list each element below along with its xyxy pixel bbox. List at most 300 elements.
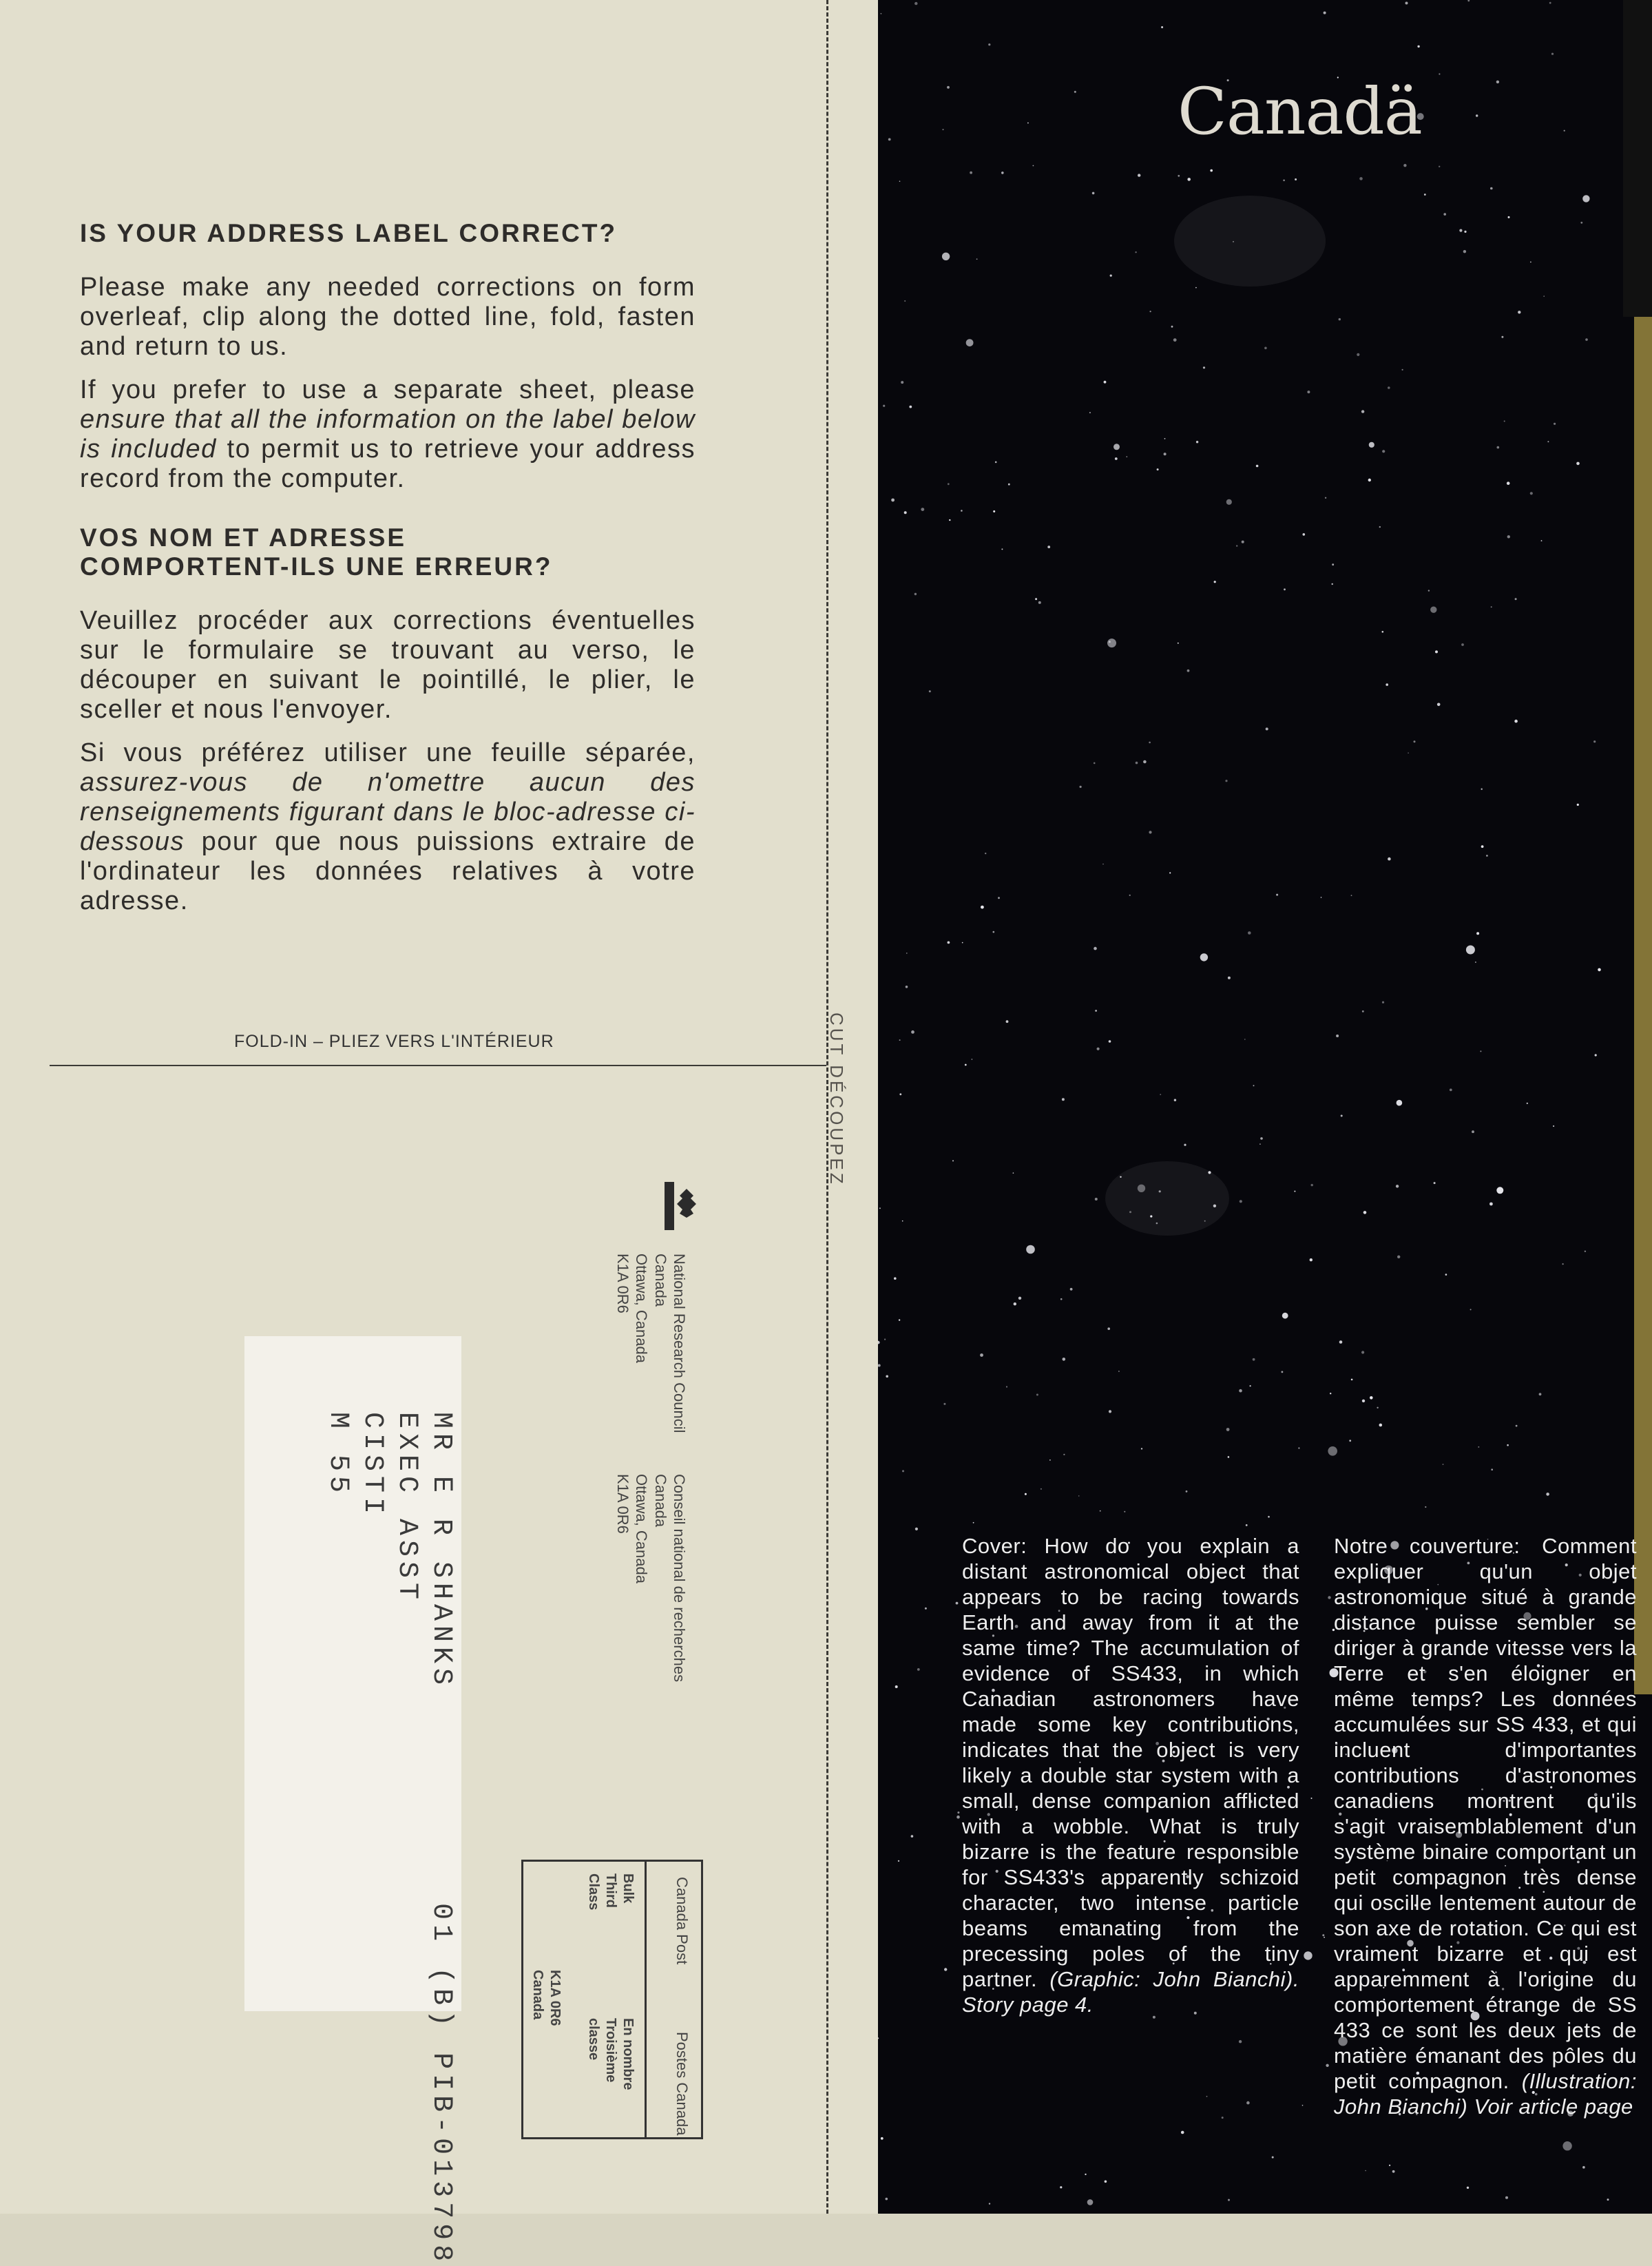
star	[956, 1602, 959, 1605]
star	[909, 406, 912, 408]
star	[1259, 1143, 1261, 1145]
star	[1310, 1258, 1313, 1261]
star	[1240, 1200, 1242, 1203]
star	[1025, 1493, 1027, 1495]
cover-caption-english-credit: (Graphic: John Bianchi). Story page 4.	[962, 1967, 1299, 2017]
star	[1501, 336, 1503, 338]
star	[1425, 1506, 1426, 1508]
star	[1196, 441, 1198, 443]
star	[1104, 381, 1107, 384]
star	[988, 43, 990, 45]
star	[1541, 540, 1543, 541]
star	[1089, 412, 1091, 413]
star	[1195, 287, 1197, 289]
star	[1087, 2199, 1094, 2205]
star	[1379, 526, 1381, 528]
star	[1491, 1468, 1493, 1470]
star	[949, 519, 950, 521]
star	[1222, 2117, 1224, 2119]
star	[1516, 1425, 1518, 1427]
star	[1210, 169, 1213, 172]
star	[1302, 2105, 1304, 2106]
star	[1248, 931, 1251, 935]
star	[906, 953, 908, 954]
star	[1256, 465, 1259, 468]
star	[921, 508, 924, 511]
country-text: Canada	[530, 1970, 545, 2020]
star	[1505, 2196, 1508, 2199]
star	[1439, 73, 1440, 74]
star	[1228, 2199, 1230, 2201]
star	[1094, 947, 1097, 950]
star	[1242, 541, 1244, 543]
cover-panel	[878, 0, 1652, 2214]
star	[899, 1319, 900, 1320]
star	[1582, 195, 1589, 202]
star	[914, 2, 917, 5]
star	[1443, 1464, 1444, 1465]
star	[993, 931, 995, 933]
star	[1576, 462, 1580, 466]
star	[1283, 180, 1285, 182]
star	[1109, 1040, 1111, 1043]
star	[1464, 231, 1466, 233]
star-cluster-glow	[1174, 196, 1326, 287]
star	[1585, 338, 1588, 341]
star	[904, 511, 907, 514]
star	[886, 1375, 888, 1378]
star	[1515, 598, 1517, 600]
star	[1070, 1288, 1073, 1291]
star	[911, 1030, 914, 1034]
star	[966, 339, 974, 346]
star	[1490, 187, 1493, 190]
star	[1049, 1459, 1051, 1461]
star	[1047, 545, 1050, 548]
star	[1377, 1407, 1378, 1409]
star	[1026, 1245, 1035, 1254]
star	[1475, 962, 1476, 963]
star	[1095, 1198, 1098, 1200]
star	[881, 13, 882, 14]
star	[1115, 457, 1118, 460]
star	[1085, 2174, 1086, 2175]
star	[1445, 1274, 1447, 1276]
star	[1102, 864, 1104, 865]
star	[1284, 588, 1286, 590]
star	[1164, 453, 1167, 455]
french-paragraph-2-start: Si vous préférez utiliser une feuille séparée,	[80, 738, 696, 767]
star	[1392, 2170, 1395, 2173]
star	[1424, 194, 1426, 196]
star	[1408, 752, 1409, 753]
return-address-english-city	[614, 1254, 651, 1363]
third-text: Third	[603, 1873, 618, 1908]
star	[1018, 1297, 1021, 1300]
star	[1126, 456, 1127, 457]
star	[1008, 484, 1010, 486]
star	[1187, 178, 1191, 181]
star	[1369, 442, 1374, 448]
star	[1478, 1446, 1479, 1448]
star	[1472, 1130, 1474, 1133]
star	[1135, 251, 1136, 253]
star	[1150, 311, 1151, 312]
star	[1582, 2166, 1585, 2169]
star	[1553, 1125, 1554, 1127]
star	[952, 1160, 954, 1161]
star	[1382, 450, 1385, 453]
star	[899, 1039, 901, 1041]
star	[904, 300, 906, 302]
star	[1430, 607, 1436, 613]
star	[886, 2198, 888, 2201]
star	[1439, 166, 1440, 167]
english-paragraph-2-start: If you prefer to use a separate sheet, please	[80, 375, 696, 404]
star	[1033, 165, 1034, 167]
adjacent-page-strip	[1634, 317, 1652, 1694]
star	[1459, 229, 1462, 232]
star	[1036, 1394, 1038, 1396]
star	[1186, 1490, 1188, 1493]
postal-code-text: K1A 0R6	[547, 1970, 563, 2026]
star	[1246, 2101, 1250, 2105]
mailing-label-line-1: MR E R SHANKS 01 (B) PIB-013798	[426, 1412, 457, 2266]
star	[1481, 845, 1484, 848]
star	[1080, 786, 1082, 788]
star	[1276, 894, 1278, 896]
star	[1063, 1358, 1066, 1361]
star	[1328, 1446, 1337, 1456]
star	[1349, 1439, 1351, 1442]
star	[1157, 468, 1159, 470]
postage-class-french	[585, 2018, 636, 2090]
postage-destination	[529, 1970, 563, 2026]
star	[942, 253, 950, 260]
star	[1386, 683, 1388, 686]
star	[1298, 1447, 1299, 1448]
star	[976, 258, 978, 260]
star	[1461, 643, 1464, 646]
star	[1324, 1937, 1325, 1938]
star	[1332, 583, 1333, 585]
star	[1417, 45, 1419, 48]
star	[1476, 114, 1478, 116]
star	[1359, 177, 1363, 180]
cover-caption-french	[1334, 1533, 1637, 2119]
star	[1443, 213, 1446, 216]
star	[1450, 1089, 1452, 1092]
star	[1304, 1951, 1312, 1960]
star	[1060, 2186, 1062, 2188]
star	[899, 1093, 901, 1095]
return-address-french-city	[614, 1474, 651, 1583]
star	[943, 1403, 945, 1405]
star	[1382, 1001, 1384, 1004]
star	[1562, 2141, 1571, 2150]
star	[1397, 1100, 1403, 1106]
french-paragraph-2	[80, 738, 696, 916]
mailing-label-line-2: EXEC ASST	[391, 1412, 422, 1605]
star	[1370, 1396, 1373, 1400]
bulk-text: Bulk	[620, 1873, 636, 1904]
star	[1382, 631, 1384, 633]
french-heading	[80, 523, 696, 581]
star	[1109, 1410, 1111, 1413]
troisieme-text: Troisième	[603, 2018, 618, 2083]
star	[1206, 2096, 1208, 2097]
english-heading: IS YOUR ADDRESS LABEL CORRECT?	[80, 219, 618, 247]
star	[902, 1220, 903, 1222]
postage-canada-post	[673, 1877, 691, 1964]
star	[1178, 175, 1180, 177]
star	[1496, 81, 1499, 83]
star	[1264, 347, 1267, 350]
star	[883, 405, 885, 407]
star	[902, 1470, 904, 1472]
star	[1379, 1424, 1383, 1427]
french-heading-line-2: COMPORTENT-ILS UNE ERREUR?	[80, 552, 553, 581]
class-text: Class	[586, 1873, 601, 1911]
french-paragraph-2-emphasis: assurez-vous de n'omettre aucun des renseignements figurant dans le bloc-adresse ci-dessous	[80, 768, 696, 856]
star	[1124, 1511, 1125, 1513]
cover-caption-english	[962, 1533, 1299, 2017]
canada-flag-icon	[665, 1182, 699, 1230]
star	[1496, 1187, 1503, 1194]
star-cluster-glow	[1105, 1161, 1229, 1236]
star	[1470, 1309, 1472, 1310]
star	[1226, 1428, 1230, 1431]
star	[981, 906, 984, 909]
star	[1074, 91, 1076, 93]
star	[1507, 481, 1510, 485]
star	[1414, 740, 1416, 742]
star	[1326, 2064, 1328, 2067]
star	[1246, 1524, 1248, 1526]
cover-caption-french-credit: (Illustration: John Bianchi) Voir article page	[1334, 2069, 1637, 2119]
star	[1253, 1085, 1255, 1086]
star	[1607, 2199, 1609, 2201]
return-address-en-line-3: Ottawa, Canada	[633, 1254, 650, 1363]
star	[1554, 423, 1556, 425]
star	[1097, 1048, 1100, 1050]
star	[1107, 638, 1116, 647]
star	[1282, 1371, 1284, 1373]
star	[1577, 804, 1579, 806]
star	[1489, 1203, 1493, 1206]
english-paragraph-2	[80, 375, 696, 494]
star	[1169, 872, 1171, 873]
star	[1351, 1379, 1353, 1381]
star	[1362, 1010, 1364, 1012]
star	[1435, 650, 1438, 653]
cover-caption-english-text: Cover: How do you explain a distant astronomical object that appears to be racing towards Earth and away from it at the same time? The accumulation of evidence of SS433, in which Canadian astronomers have made some key contributions, indicates that the object is very likely a double star system with a small, dense companion afflicted with a wobble. What is truly bizarre is the feature responsible for SS433's apparently schizoid character, two intense particle beams emanating from the precessing poles of the tiny partner.	[962, 1534, 1299, 1991]
star	[917, 1668, 920, 1671]
star	[1250, 1385, 1251, 1386]
star	[894, 1277, 897, 1280]
adjacent-page-edge	[1623, 0, 1652, 317]
star	[1580, 222, 1582, 224]
star	[1402, 369, 1403, 371]
mailing-label-text	[320, 1412, 458, 2266]
star	[925, 1608, 927, 1610]
star	[1143, 760, 1147, 764]
star	[1330, 1393, 1331, 1394]
star	[1363, 1211, 1367, 1214]
star	[1403, 164, 1406, 167]
mailing-label-line-4: M 55	[322, 1412, 353, 1498]
star	[1332, 563, 1334, 565]
star	[957, 1811, 959, 1813]
star	[911, 1835, 914, 1838]
star	[898, 1860, 899, 1862]
star	[1136, 762, 1138, 765]
return-address-fr-line-4: K1A 0R6	[614, 1474, 631, 1534]
star	[980, 1353, 983, 1357]
star	[1095, 1010, 1097, 1012]
star	[1006, 1020, 1009, 1023]
star	[1518, 311, 1520, 313]
star	[1200, 953, 1208, 961]
star	[1294, 1191, 1295, 1192]
star	[906, 986, 908, 988]
star	[1362, 1400, 1365, 1402]
star	[1105, 2181, 1107, 2183]
star	[1585, 1251, 1586, 1252]
star	[1226, 499, 1232, 505]
mailing-label-line-3: CISTI	[357, 1412, 388, 1519]
english-section	[80, 219, 696, 508]
star	[1035, 598, 1037, 600]
french-paragraph-1: Veuillez procéder aux corrections éventuelles sur le formulaire se trouvant au verso, le découper en suivant le pointillé, le plier, le sceller et nous l'envoyer.	[80, 606, 696, 724]
star	[948, 942, 950, 944]
star	[1100, 1510, 1101, 1512]
star	[973, 1522, 974, 1524]
star	[1504, 421, 1505, 422]
star	[1118, 1371, 1120, 1372]
star	[1595, 1054, 1597, 1056]
star	[1014, 1302, 1016, 1305]
star	[1593, 740, 1596, 742]
star	[884, 1339, 886, 1340]
star	[1149, 831, 1151, 833]
star	[1388, 386, 1390, 389]
star	[1562, 1263, 1564, 1265]
english-paragraph-2-end: to permit us to retrieve your address record from the computer.	[80, 435, 696, 493]
star	[1547, 441, 1549, 442]
star	[1239, 2040, 1242, 2043]
star	[1253, 1358, 1255, 1361]
star	[891, 499, 895, 502]
star	[998, 897, 1000, 899]
french-heading-line-1: VOS NOM ET ADRESSE	[80, 523, 407, 552]
star	[914, 593, 917, 595]
star	[1174, 1099, 1176, 1101]
star	[1178, 643, 1179, 644]
star	[1060, 1298, 1063, 1300]
star	[1149, 742, 1151, 744]
english-paragraph-2-emphasis: ensure that all the information on the label below is included	[80, 405, 696, 464]
star	[970, 171, 972, 174]
star	[1321, 897, 1322, 898]
star	[995, 461, 997, 464]
postage-class-english	[585, 1873, 636, 1910]
star	[1481, 789, 1483, 790]
star	[989, 2203, 990, 2204]
star	[1282, 1313, 1288, 1319]
star	[1214, 581, 1216, 583]
star	[1203, 366, 1205, 368]
star	[915, 1528, 918, 1530]
star	[1225, 780, 1227, 782]
star	[1239, 1389, 1242, 1393]
star	[1228, 1456, 1230, 1458]
star	[1228, 977, 1231, 979]
star	[1564, 130, 1565, 132]
star	[1006, 1386, 1007, 1387]
star	[1508, 216, 1510, 218]
english-paragraph-1: Please make any needed corrections on form overleaf, clip along the dotted line, fold, fasten and return to us.	[80, 273, 696, 361]
star	[962, 942, 963, 944]
star	[1171, 326, 1173, 328]
star	[1266, 727, 1268, 730]
star	[1160, 1094, 1161, 1095]
star	[1260, 1137, 1263, 1140]
star	[1514, 720, 1518, 723]
star	[1357, 353, 1359, 356]
star	[1311, 1798, 1313, 1799]
return-address-en-line-4: K1A 0R6	[614, 1254, 631, 1313]
star	[895, 1685, 898, 1688]
star	[1324, 12, 1326, 14]
return-address-en-line-2: Canada	[652, 1254, 669, 1307]
star	[1396, 1185, 1399, 1187]
star	[1295, 178, 1297, 180]
cover-caption-french-text: Notre couverture: Comment expliquer qu'un objet astronomique situé à grande distance puisse sembler se diriger à grande vitesse vers la Terre et s'en éloigner en même temps? Les données accumulées sur SS 433, et qui incluent d'importantes contributions d'astronomes canadiens montrent qu'ils s'agit vraisemblablement d'un système binaire comportant un petit compagnon très dense qui oscille lentement autour de son axe de rotation. Ce qui est vraiment bizarre et qui est apparemment à l'origine du comportement étrange de SS 433 ce sont les deux jets de matière émanant des pôles du petit compagnon.	[1334, 1534, 1637, 2093]
return-address-en-line-1: National Research Council	[671, 1254, 688, 1433]
star	[1361, 410, 1364, 413]
star	[956, 1816, 960, 1819]
star	[879, 1207, 881, 1209]
star	[1507, 535, 1510, 538]
star	[1361, 1351, 1364, 1353]
star	[1272, 2156, 1274, 2159]
star	[1063, 1454, 1065, 1455]
star	[1598, 968, 1601, 972]
french-paragraph-2-end: pour que nous puissions extraire de l'ordinateur les données relatives à votre adresse.	[80, 827, 696, 915]
star	[1328, 1596, 1330, 1599]
star	[1539, 1393, 1542, 1395]
return-address-fr-line-3: Ottawa, Canada	[633, 1474, 650, 1583]
star	[1038, 601, 1041, 604]
star	[1141, 1448, 1142, 1449]
star	[1138, 174, 1140, 176]
star	[1497, 446, 1500, 449]
star	[1389, 2165, 1390, 2166]
star	[1078, 1495, 1080, 1497]
star	[1161, 26, 1163, 28]
star	[1268, 1516, 1270, 1518]
star	[1013, 1172, 1014, 1174]
star	[878, 1364, 881, 1367]
star	[1311, 1184, 1313, 1186]
star	[1092, 192, 1095, 195]
star	[1428, 590, 1430, 591]
star	[1467, 0, 1470, 1]
star	[1339, 318, 1341, 320]
star	[1388, 857, 1391, 861]
star	[1187, 669, 1190, 672]
